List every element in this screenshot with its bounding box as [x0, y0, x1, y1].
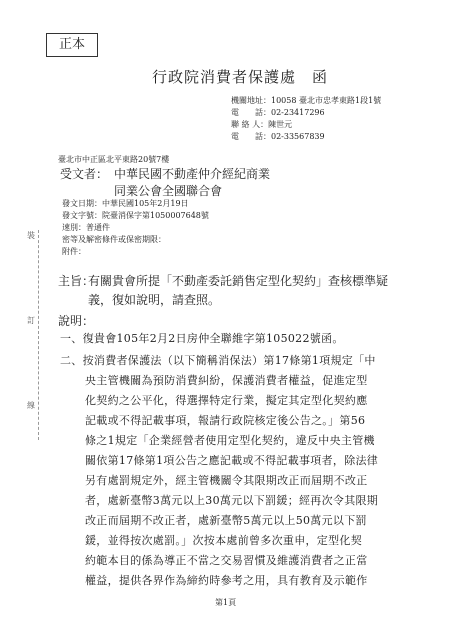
body-line: 二、按消費者保護法（以下簡稱消保法）第17條第1項規定「中 — [60, 354, 376, 367]
sender-address: 機關地址：10058 臺北市忠孝東路1段1號 — [231, 96, 382, 105]
subject-line2: 義，復如說明，請查照。 — [88, 293, 221, 307]
body-line: 化契約之公平化，得選擇特定行業，擬定其定型化契約應 — [85, 394, 368, 407]
body-line: 鍰，並得按次處罰。」次按本處前曾多次重申，定型化契 — [85, 534, 362, 547]
issue-number: 發文字號：院臺消保字第1050007648號 — [62, 211, 209, 220]
body-line: 權益，提供各界作為締約時參考之用，具有教育及示範作 — [85, 574, 368, 587]
body-line: 改正而屆期不改正者，處新臺幣5萬元以上50萬元以下罰 — [85, 514, 367, 527]
body-line: 一、復貴會105年2月2日房仲全聯維字第105022號函。 — [60, 332, 344, 345]
binding-char: 線 — [27, 401, 35, 410]
issue-date: 發文日期：中華民國105年2月19日 — [62, 199, 189, 208]
attachment-field: 附件： — [62, 247, 86, 256]
subject-label: 主旨： — [58, 274, 95, 288]
body-line: 條之1規定「企業經營者使用定型化契約，違反中央主管機 — [85, 434, 375, 447]
body-line: 者，處新臺幣3萬元以上30萬元以下罰鍰；經再次令其限期 — [85, 494, 379, 507]
sender-contact: 聯 絡 人：陳世元 — [231, 120, 293, 129]
document-title: 行政院消費者保護處 函 — [152, 68, 329, 86]
delivery-speed: 速別：普通件 — [62, 223, 110, 232]
recipient-name-line1: 中華民國不動產仲介經紀商業 — [114, 167, 271, 181]
page-number: 第1頁 — [215, 598, 237, 607]
body-line: 約範本目的係為導正不當之交易習慣及維護消費者之正當 — [85, 554, 368, 567]
recipient-label: 受文者： — [60, 167, 109, 181]
binding-char: 訂 — [27, 316, 35, 325]
binding-char: 裝 — [27, 231, 35, 240]
sender-phone: 電 話：02-23417296 — [231, 108, 325, 117]
body-line: 關依第17條第1項公告之應記載或不得記載事項者，除法律 — [85, 454, 379, 467]
sender-fax: 電 話：02-33567839 — [231, 132, 325, 141]
body-line: 央主管機關為預防消費糾紛，保護消費者權益，促進定型 — [85, 374, 368, 387]
body-line: 另有處罰規定外，經主管機關令其限期改正而屆期不改正 — [85, 474, 368, 487]
recipient-name-line2: 同業公會全國聯合會 — [114, 184, 223, 198]
body-line: 記載或不得記載事項，報請行政院核定後公告之。」第56 — [85, 414, 366, 427]
subject-line1: 有關貴會所提「不動產委託銷售定型化契約」查核標準疑 — [88, 274, 389, 288]
explanation-label: 說明： — [58, 314, 95, 328]
security-level: 密等及解密條件或保密期限： — [62, 235, 166, 244]
binding-line — [27, 230, 53, 440]
original-copy-stamp: 正本 — [46, 33, 98, 57]
addressee-address: 臺北市中正區北平東路20號7樓 — [58, 155, 170, 164]
